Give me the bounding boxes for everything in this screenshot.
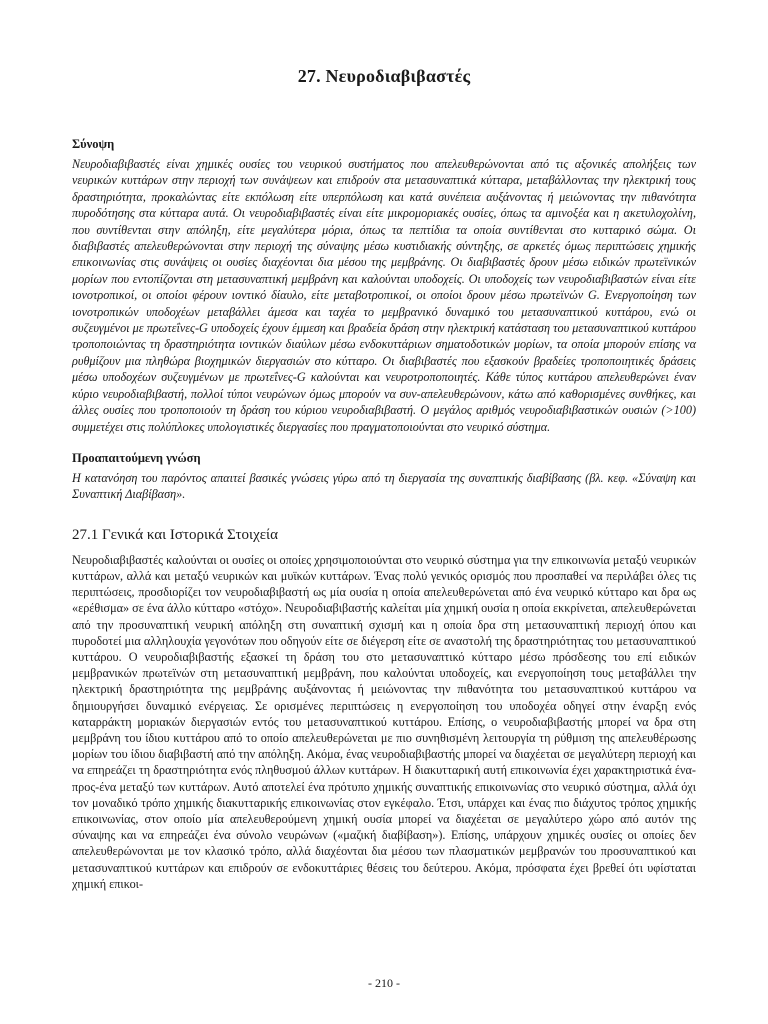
summary-heading: Σύνοψη: [72, 137, 115, 151]
summary-paragraph: Νευροδιαβιβαστές είναι χημικές ουσίες του νευρικού συστήματος που απελευθερώνονται από τις αξονικές απολήξεις των νευρικών κυττάρων στην περιοχή των συνάψεων και επιδρούν στα μετασυναπτικά κύτταρα, μεταβάλλοντας την ηλεκτρική τους δραστηριότητα, προκαλώντας είτε εκπόλωση είτε υπερπόλωση και κατά συνέπεια αυξάνοντας ή μειώνοντας την πιθανότητα πυροδότησης στα κύτταρα αυτά. Οι νευροδιαβιβαστές είναι είτε μικρομοριακές ουσίες, όπως τα αμινοξέα και η ακετυλοχολίνη, που συντίθενται στην απόληξη, είτε μεγαλύτερα μόρια, όπως τα πεπτίδια τα οποία συντίθενται στο κυτταρικό σώμα. Οι διαβιβαστές απελευθερώνονται στην περιοχή της σύναψης μέσω κυστιδιακής σύντηξης, σε αρκετές όμως περιπτώσεις χημικής επικοινωνίας στις συνάψεις οι ουσίες διαχέονται δια μέσου της μεμβράνης. Οι διαβιβαστές δρουν μέσω ειδικών πρωτεϊνικών μορίων που εντοπίζονται στη μετασυναπτική μεμβράνη και καλούνται υποδοχείς. Οι υποδοχείς των νευροδιαβιβαστών είναι είτε ιονοτροπικοί, οι οποίοι φέρουν ιοντικό δίαυλο, είτε μεταβοτροπικοί, οι οποίοι δρουν μέσω πρωτεϊνών G. Ενεργοποίηση των ιονοτροπικών υποδοχέων μεταβάλλει άμεσα και ταχέα το μεμβρανικό δυναμικό του μετασυναπτικού κυττάρου, ενώ οι συζευγμένοι με πρωτεΐνες-G υποδοχείς έχουν έμμεση και βραδεία δράση στην ηλεκτρική κατάσταση του μετασυναπτικού κυττάρου τροποποιώντας τη δραστηριότητα ιοντικών διαύλων μέσω ενδοκυττάριων σηματοδοτικών μορίων, τα οποία μπορούν επίσης να ρυθμίζουν μια πληθώρα βιοχημικών διεργασιών στο κύτταρο. Οι διαβιβαστές που εξασκούν βραδείες τροποποιητικές δράσεις μέσω υποδοχέων συζευγμένων με πρωτεΐνες-G καλούνται και νευροτροποποιητές. Κάθε τύπος κυττάρου απελευθερώνει έναν κύριο νευροδιαβιβαστή, πολλοί τύποι νευρώνων όμως μπορούν να συν-απελευθερώνουν, κάτω από καθορισμένες συνθήκες, και άλλες ουσίες που τροποποιούν τη δράση του κύριου νευροδιαβιβαστή. Ο μεγάλος αριθμός νευροδιαβιβαστικών ουσιών (>100) συμμετέχει στις πολύπλοκες υπολογιστικές διεργασίες που πραγματοποιούνται στο νευρικό σύστημα.: [72, 157, 696, 434]
document-page: [72, 60, 696, 892]
section-title: 27.1 Γενικά και Ιστορικά Στοιχεία: [72, 526, 278, 543]
chapter-title: 27. Νευροδιαβιβαστές: [297, 66, 471, 86]
page-number: - 210 -: [368, 976, 400, 990]
prerequisite-heading: Προαπαιτούμενη γνώση: [72, 450, 201, 465]
section-paragraph: Νευροδιαβιβαστές καλούνται οι ουσίες οι οποίες χρησιμοποιούνται στο νευρικό σύστημα για την επικοινωνία μεταξύ νευρικών κυττάρων, αλλά και μεταξύ νευρικών και μυϊκών κυττάρων. Ένας πολύ γενικός ορισμός που προσπαθεί να περιλάβει όλες τις περιπτώσεις, προσδιορίζει τον νευροδιαβιβαστή ως μία ουσία η οποία απελευθερώνεται από ένα νευρικό κύτταρο και δρα ως «ερέθισμα» σε ένα άλλο κύτταρο «στόχο». Νευροδιαβιβαστής καλείται μία χημική ουσία η οποία εκκρίνεται, απελευθερώνεται από την προσυναπτική νευρική απόληξη στη συναπτική σχισμή και η οποία δρα στη μετασυναπτική περιοχή όπου και πυροδοτεί μια αλληλουχία γεγονότων που οδηγούν είτε σε διέγερση είτε σε αναστολή της δραστηριότητας του μετασυναπτικού κυττάρου. Ο νευροδιαβιβαστής εξασκεί τη δράση του στο μετασυναπτικό κύτταρο μέσω πρόσδεσης του επί ειδικών μεμβρανικών πρωτεϊνών στη μετασυναπτική μεμβράνη, που καλούνται υποδοχείς, και ενεργοποίηση τους μεταβάλλει την ηλεκτρική δραστηριότητα της μεμβράνης αυξάνοντας ή μειώνοντας την πιθανότητα του μετασυναπτικού κυττάρου να δημιουργήσει δυναμικό ενέργειας. Σε ορισμένες περιπτώσεις η ενεργοποίηση του υποδοχέα οδηγεί στην έναρξη ενός καταρράκτη μοριακών διεργασιών εντός του μετασυναπτικού κυττάρου. Επίσης, ο νευροδιαβιβαστής μπορεί να δρα στη μεμβράνη του ίδιου κυττάρου από το οποίο απελευθερώνεται με πιο συνηθισμένη λειτουργία τη ρύθμιση της απελευθέρωσης μορίων του ίδιου διαβιβαστή από την απόληξη. Ακόμα, ένας νευροδιαβιβαστής μπορεί να διαχέεται σε μεγαλύτερη περιοχή και να επηρεάζει τη δραστηριότητα ενός πληθυσμού άλλων κυττάρων. Η διακυτταρική αυτή επικοινωνία έχει χαρακτηριστικά ένα-προς-ένα μεταξύ των κυττάρων. Αυτό αποτελεί ένα πρότυπο χημικής συναπτικής επικοινωνίας στο νευρικό σύστημα, αλλά όχι τον μοναδικό τρόπο χημικής διακυτταρικής επικοινωνίας στον εγκέφαλο. Έτσι, υπάρχει και ένας πιο διάχυτος τρόπος χημικής επικοινωνίας, στον οποίο μία απελευθερούμενη χημική ουσία μπορεί να διαχέεται σε μεγαλύτερο χώρο από αυτόν της σύναψης και να επηρεάζει ένα σύνολο νευρώνων («μαζική διαβίβαση»). Επίσης, υπάρχουν χημικές ουσίες οι οποίες δεν απελευθερώνονται με τον κλασικό τρόπο, αλλά διαχέονται δια μέσου των πλασματικών μεμβρανών του προσυναπτικού και μετασυναπτικού κυττάρων και επιδρούν σε ενδοκυττάριες θέσεις του δεύτερου. Ακόμα, πρόσφατα έχει βρεθεί ότι υφίσταται χημική επικοι-: [72, 552, 696, 891]
prerequisite-paragraph: Η κατανόηση του παρόντος απαιτεί βασικές γνώσεις γύρω από τη διεργασία της συναπτικής διαβίβασης (βλ. κεφ. «Σύναψη και Συναπτική Διαβίβαση».: [72, 470, 696, 502]
